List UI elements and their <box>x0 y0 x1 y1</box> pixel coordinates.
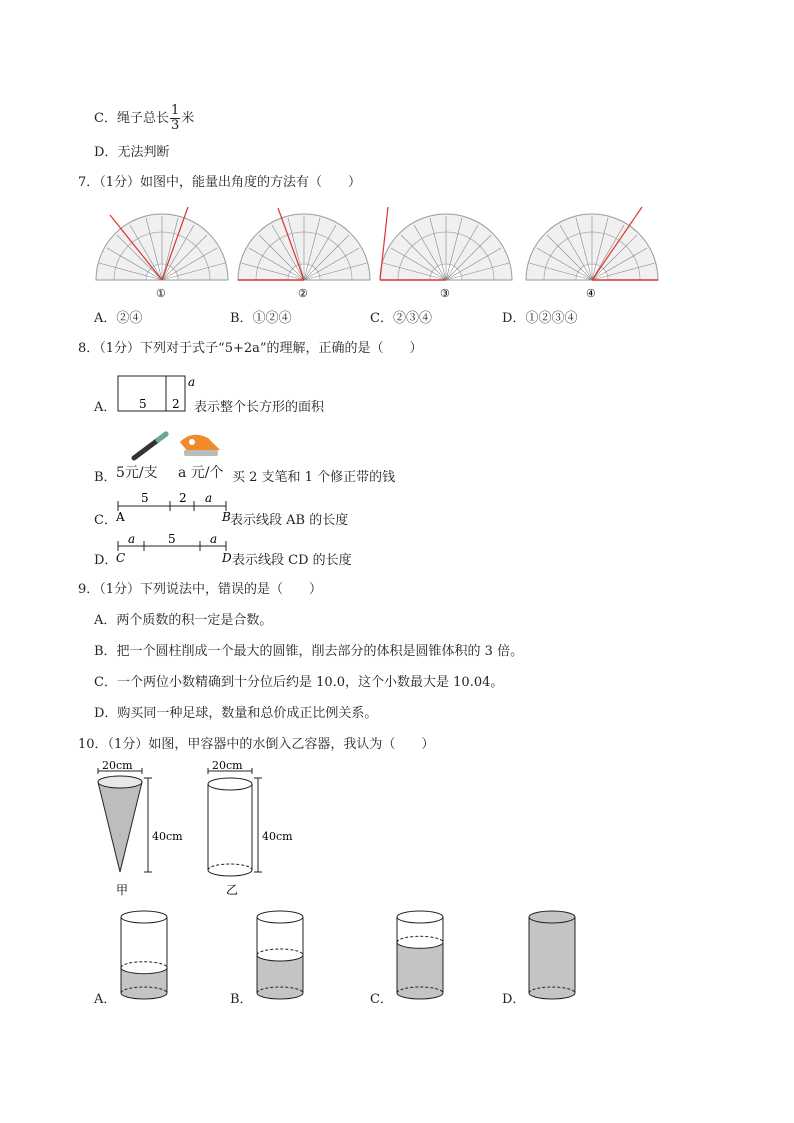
water-fill <box>529 917 575 999</box>
cylinder-height-label: 40cm <box>262 830 293 843</box>
protractor-figures <box>0 200 794 310</box>
q10-stem: 10．（1分）如图，甲容器中的水倒入乙容器，我认为（ ） <box>78 737 435 752</box>
cylinder-width-label: 20cm <box>212 759 243 772</box>
option-label: A． <box>94 311 117 326</box>
q8-pen-and-tape-figure <box>118 428 238 464</box>
rect-label-5: 5 <box>139 397 147 411</box>
fraction-denominator: 3 <box>170 118 180 133</box>
q8-option-c-label[interactable]: C． <box>94 513 117 528</box>
q6-option-c-text: 绳子总长 <box>116 111 169 126</box>
q8-stem: 8．（1分）下列对于式子“5+2a”的理解，正确的是（ ） <box>78 341 423 356</box>
option-text: ②④ <box>116 311 143 326</box>
q8-option-a-text: 表示整个长方形的面积 <box>194 400 325 415</box>
water-fill <box>397 942 443 999</box>
cylinder-top <box>529 911 575 923</box>
pen-icon <box>134 434 166 458</box>
q10-option-cylinder <box>254 905 314 1005</box>
fraction-numerator: 1 <box>170 103 180 118</box>
q9-option-a[interactable]: A．两个质数的积一定是合数。 <box>94 613 273 628</box>
point-a-label: A <box>116 510 125 524</box>
q10-containers-figure <box>90 759 410 902</box>
q9-option-b[interactable]: B．把一个圆柱削成一个最大的圆锥，削去部分的体积是圆锥体积的 3 倍。 <box>94 644 524 659</box>
point-d-label: D <box>222 551 232 565</box>
q7-option-a[interactable] <box>94 311 142 327</box>
q9-option-d[interactable]: D．购买同一种足球，数量和总价成正比例关系。 <box>94 706 378 721</box>
figure-label-4: ④ <box>586 287 596 300</box>
option-text: ①②③④ <box>525 311 578 326</box>
option-label: D． <box>502 311 526 326</box>
q6-option-c-unit: 米 <box>181 111 195 126</box>
q6-option-c[interactable] <box>94 104 194 133</box>
water-fill <box>257 955 303 999</box>
figure-label-1: ① <box>156 287 166 300</box>
option-label: C． <box>370 311 393 326</box>
segment-label-5: 5 <box>168 532 176 546</box>
figure-label-3: ③ <box>440 287 450 300</box>
q8-option-a-label[interactable]: A． <box>94 400 117 415</box>
q10-option-cylinder <box>394 905 454 1005</box>
q10-option-b[interactable]: B． <box>230 992 253 1007</box>
tape-price: a 元/个 <box>178 465 224 481</box>
q7-option-b[interactable] <box>230 311 292 327</box>
q10-option-d[interactable]: D． <box>502 992 526 1007</box>
q6-option-d[interactable] <box>94 145 169 161</box>
cylinder-top <box>397 911 443 923</box>
water-surface-back <box>257 949 303 955</box>
segment-label-2: 2 <box>179 491 187 505</box>
pen-price: 5元/支 <box>116 465 158 481</box>
fraction <box>170 104 180 133</box>
q7-stem: 7．（1分）如图中，能量出角度的方法有（ ） <box>78 175 362 190</box>
cone-height-label: 40cm <box>152 830 183 843</box>
cylinder-name: 乙 <box>226 883 239 897</box>
cylinder-top <box>121 911 167 923</box>
q8-option-d-text: 表示线段 CD 的长度 <box>232 553 352 568</box>
q9-option-c[interactable]: C．一个两位小数精确到十分位后约是 10.0，这个小数最大是 10.04。 <box>94 675 504 690</box>
correction-tape-icon <box>180 435 220 456</box>
segment-label-a: a <box>205 491 213 505</box>
q8-option-c-text: 表示线段 AB 的长度 <box>230 513 349 528</box>
option-text: ②③④ <box>392 311 432 326</box>
q7-option-d[interactable] <box>502 311 577 327</box>
q6-option-c-label: C． <box>94 111 117 126</box>
option-text: ①②④ <box>252 311 292 326</box>
cone-name: 甲 <box>116 883 129 897</box>
q8-option-d-label[interactable]: D． <box>94 553 118 568</box>
water-surface-back <box>397 936 443 942</box>
point-b-label: B <box>222 510 231 524</box>
water-surface-back <box>121 962 167 968</box>
q7-option-c[interactable] <box>370 311 432 327</box>
segment-label-5: 5 <box>141 491 149 505</box>
segment-label-a-right: a <box>210 532 218 546</box>
cone-container <box>98 759 183 897</box>
q8-rectangle-figure <box>114 366 194 416</box>
q10-option-cylinder <box>118 905 178 1005</box>
q6-option-d-label: D． <box>94 145 118 160</box>
cylinder-top <box>257 911 303 923</box>
q9-stem: 9．（1分）下列说法中，错误的是（ ） <box>78 582 323 597</box>
q8-segment-cd-figure <box>114 532 234 564</box>
rect-label-a: a <box>188 375 196 389</box>
q10-option-a[interactable]: A． <box>94 992 117 1007</box>
rect-label-2: 2 <box>172 397 180 411</box>
q10-option-c[interactable]: C． <box>370 992 393 1007</box>
q10-option-cylinder <box>526 905 586 1005</box>
q8-segment-ab-figure <box>114 490 234 522</box>
point-c-label: C <box>116 551 126 565</box>
option-label: B． <box>230 311 253 326</box>
q8-option-b-label[interactable]: B． <box>94 470 117 485</box>
segment-label-a-left: a <box>128 532 136 546</box>
q6-option-d-text: 无法判断 <box>117 145 170 160</box>
figure-label-2: ② <box>298 287 308 300</box>
cylinder-container <box>208 759 293 897</box>
cone-width-label: 20cm <box>102 759 133 772</box>
q8-option-b-text: 买 2 支笔和 1 个修正带的钱 <box>232 470 396 485</box>
